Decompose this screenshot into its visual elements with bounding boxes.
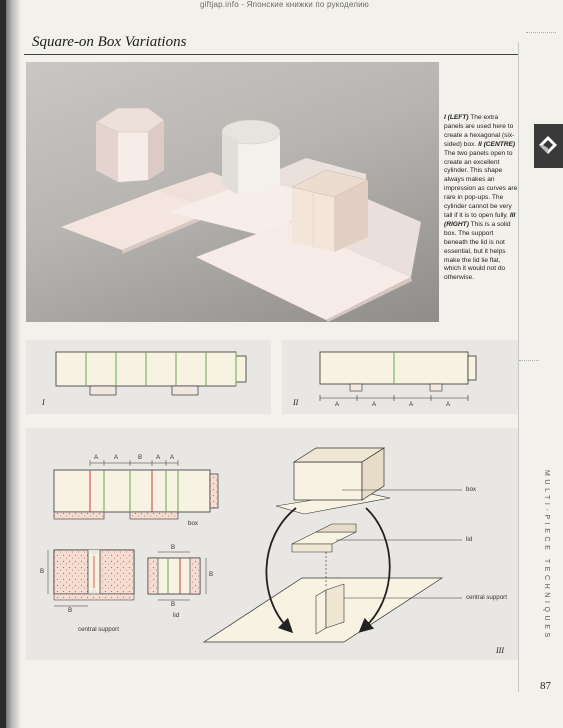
photo-cylinder: [222, 120, 280, 194]
dimension-label: B: [40, 568, 45, 575]
site-watermark-header: giftjap.info - Японские книжки по рукоделию: [200, 0, 369, 9]
dimension-label: A: [170, 454, 175, 461]
diagram-number: I: [42, 398, 45, 407]
base-tab: [172, 386, 198, 395]
support-3d: [316, 590, 326, 634]
dimension-label: A: [446, 401, 451, 408]
photo-hexagonal-box: [96, 108, 164, 182]
page-binding-shadow: [6, 0, 20, 728]
caption-text-centre: The two panels open to create an excellent cylinder. This shape always makes an impression as curves are rare in pop-ups. The cylinder cannot be very tall if it is to open fully.: [444, 149, 518, 219]
dimension-label: A: [94, 454, 99, 461]
dimension-label: A: [372, 401, 377, 408]
part-label-box: box: [188, 520, 198, 527]
title-rule: [24, 54, 518, 55]
dimension-label: A: [409, 401, 414, 408]
section-vertical-title: MULTI-PIECE TECHNIQUES: [543, 470, 550, 641]
dimension-label: A: [335, 401, 340, 408]
glue-tab: [236, 356, 246, 382]
caption-tag-centre: II (CENTRE): [478, 140, 516, 148]
dimension-label: B: [209, 571, 214, 578]
photo-box-variations: [26, 62, 439, 322]
callout-lid: lid: [466, 536, 473, 543]
mid-dotted-rule: [519, 360, 539, 361]
dimension-label: A: [156, 454, 161, 461]
assembly-illustration: [204, 448, 462, 642]
page-title: Square-on Box Variations: [32, 34, 187, 50]
caption-text-right: This is a solid box. The support beneath the lid is not essential, but it helps make the lid lie flat, which it would not do otherwise.: [444, 220, 511, 282]
dimension-label: A: [114, 454, 119, 461]
section-tab: [534, 124, 563, 168]
top-dotted-rule: [526, 32, 556, 33]
caption-tag-left: I (LEFT): [444, 114, 469, 121]
caption-tag-right: III (RIGHT): [444, 211, 516, 228]
glue-tab: [468, 356, 476, 380]
photo-caption: [444, 114, 519, 283]
base-tab: [430, 384, 442, 391]
lid-net: [148, 552, 206, 600]
book-page: [6, 0, 563, 728]
dimension-label: B: [68, 607, 73, 614]
callout-central-support: central support: [466, 594, 507, 601]
diagram-number: II: [293, 398, 299, 407]
diagram-hexagonal-net: [26, 340, 271, 414]
diagram-cylinder-net: [282, 340, 518, 414]
part-label-lid: lid: [173, 612, 180, 619]
base-tab: [90, 386, 116, 395]
central-support-net: [48, 550, 134, 606]
pop-up-icon: [537, 134, 559, 156]
box-3d: [294, 462, 362, 500]
lid-3d: [292, 532, 356, 544]
page-number: 87: [540, 680, 551, 692]
diagram-number: III: [496, 646, 504, 655]
box-net: [54, 460, 218, 519]
dimension-label: B: [138, 454, 143, 461]
dimension-label: B: [171, 601, 176, 608]
dimension-label: B: [171, 544, 176, 551]
caption-text-left: The extra panels are used here to create a hexagonal (six-sided) box.: [444, 114, 515, 148]
photo-solid-box: [292, 170, 368, 252]
base-tab: [350, 384, 362, 391]
part-label-central-support: central support: [78, 626, 119, 633]
diagram-solid-box: [26, 428, 518, 660]
callout-box: box: [466, 486, 476, 493]
